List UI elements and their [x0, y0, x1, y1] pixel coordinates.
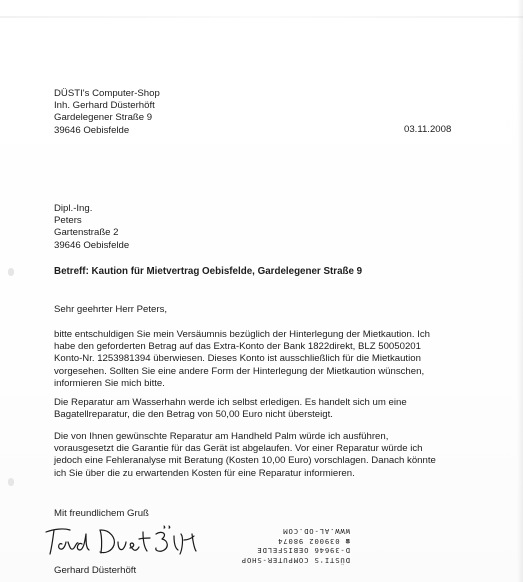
sender-company: DÜSTI's Computer-Shop [54, 88, 160, 99]
signer-name: Gerhard Düsterhöft [54, 565, 137, 576]
paragraph-deposit [54, 329, 430, 390]
paragraph-line: ich Sie über die zu erwartenden Kosten für eine Reparatur informieren. [54, 467, 355, 479]
paragraph-line: bitte entschuldigen Sie mein Versäumnis bezüglich der Hinterlegung der Mietkaution. Ich [54, 329, 430, 340]
paragraph-line: Die Reparatur am Wasserhahn werde ich selbst erledigen. Es handelt sich um eine [54, 397, 407, 408]
paragraph-faucet [54, 397, 407, 421]
stamp-line: ☎ 039002 98074 [277, 536, 350, 546]
paragraph-palm [54, 431, 436, 480]
letter-date: 03.11.2008 [404, 124, 452, 135]
recipient-address [54, 203, 129, 252]
paragraph-line: jedoch eine Fehleranalyse mit Beratung (Kosten 10,00 Euro) vorschlagen. Danach könnte [54, 455, 436, 467]
sender-city: 39646 Oebisfelde [54, 124, 130, 136]
paragraph-line: informieren Sie mich bitte. [54, 377, 165, 389]
paragraph-line: vorgesehen. Sollten Sie eine andere Form der Hinterlegung der Mietkaution wünschen, [54, 365, 425, 377]
subject-line: Betreff: Kaution für Mietvertrag Oebisfelde, Gardelegener Straße 9 [54, 266, 363, 277]
stamp-line: DÜSTI'S COMPUTER-SHOP [240, 556, 350, 565]
stamp-line: D-39646 OEBISFELDE [256, 546, 350, 556]
salutation: Sehr geehrter Herr Peters, [54, 304, 168, 315]
paragraph-line: habe den geforderten Betrag auf das Extra-Konto der Bank 1822direkt, BLZ 50050201 [54, 341, 421, 353]
company-stamp [232, 515, 350, 565]
paragraph-line: Bagatellreparatur, die den Betrag von 50,00 Euro nicht übersteigt. [54, 409, 333, 421]
paragraph-line: vorausgesetzt die Garantie für das Gerät ist abgelaufen. Vor einer Reparatur würde ich [54, 443, 423, 455]
scan-edge-shadow [517, 0, 523, 582]
punch-mark-top [8, 268, 14, 276]
recipient-name: Peters [54, 215, 82, 227]
recipient-city: 39646 Oebisfelde [54, 239, 130, 251]
sender-street: Gardelegener Straße 9 [54, 112, 153, 124]
closing: Mit freundlichem Gruß [54, 508, 149, 519]
paragraph-line: Konto-Nr. 1253981394 überwiesen. Dieses Konto ist ausschließlich für die Mietkaution [54, 353, 421, 365]
recipient-street: Gartenstraße 2 [54, 227, 119, 239]
scan-fold-mark [0, 16, 523, 18]
sender-address [54, 88, 160, 137]
punch-mark-bottom [8, 478, 14, 486]
paragraph-line: Die von Ihnen gewünschte Reparatur am Handheld Palm würde ich ausführen, [54, 431, 389, 442]
sender-owner: Inh. Gerhard Düsterhöft [54, 100, 155, 112]
stamp-line: WWW.AL-OD.COM [282, 527, 350, 537]
handwritten-signature [44, 520, 214, 558]
recipient-title: Dipl.-Ing. [54, 203, 93, 214]
